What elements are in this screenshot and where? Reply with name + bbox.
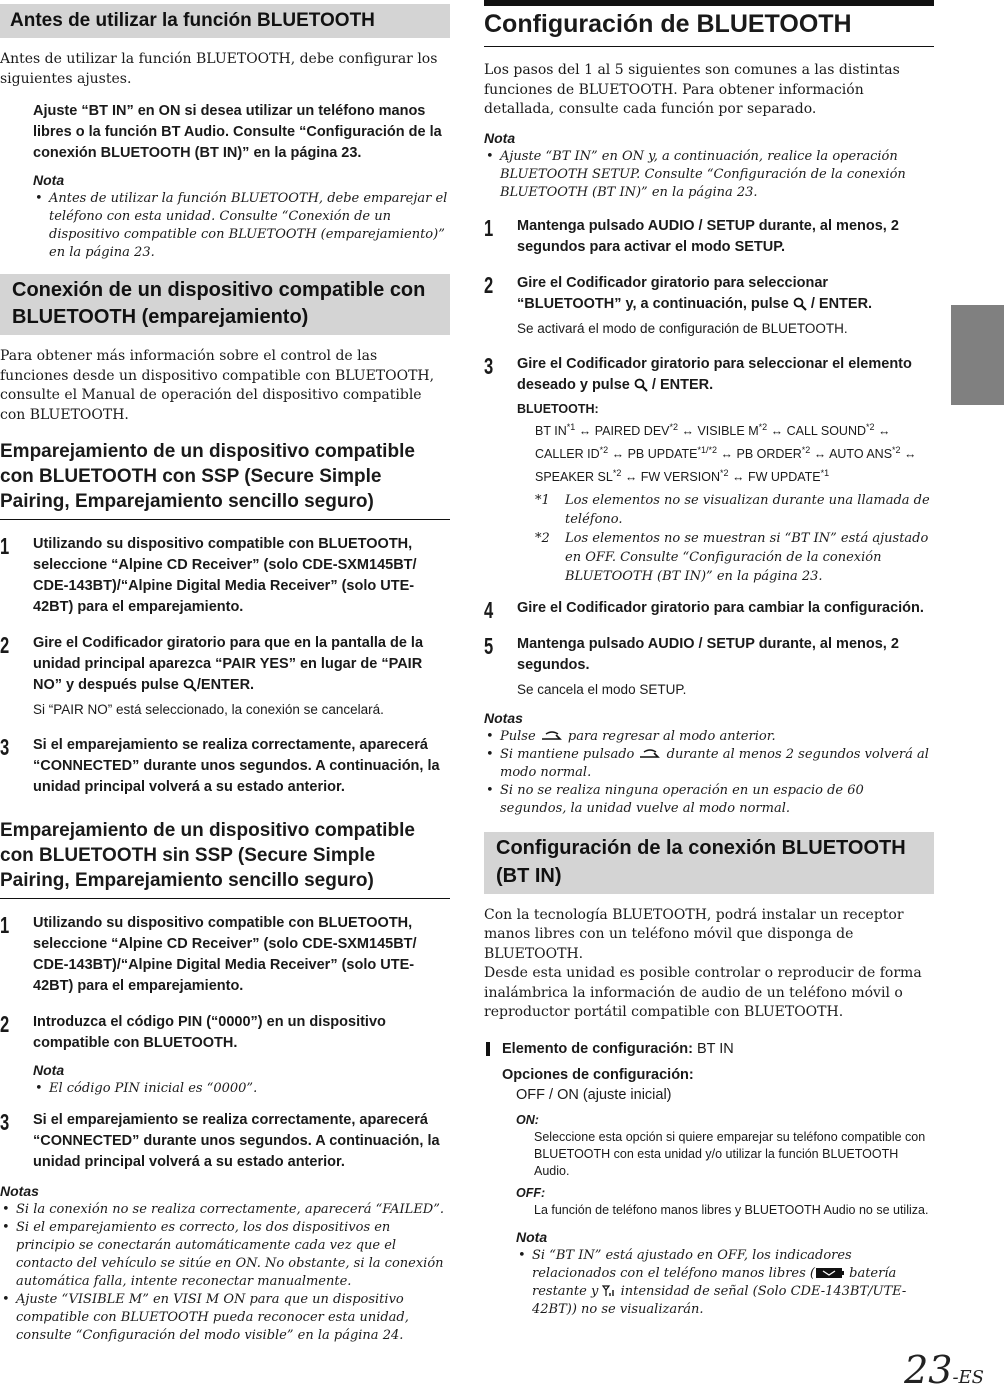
section-title-before-bluetooth: Antes de utilizar la función BLUETOOTH bbox=[0, 4, 450, 38]
note-item: • Ajuste “VISIBLE M” en VISI M ON para que un dispositivo compatible con BLUETOOTH pueda reconocer esta unidad, consulte “Configuración del modo visible” en la página 24. bbox=[0, 1291, 450, 1345]
step-number: 4 bbox=[484, 596, 494, 623]
bluetooth-menu-item: FW UPDATE$^{*1}$ bbox=[747, 467, 830, 484]
bt-in-instruction: Ajuste “BT IN” en ON si desea utilizar un teléfono manos libres o la función BT Audio. Consulte “Configuración de la conexión BLUETOOTH (BT IN)” en la página 23. bbox=[33, 103, 442, 161]
setting-item-row: Elemento de configuración: BT IN bbox=[484, 1039, 934, 1059]
bidirectional-arrow: ↔ bbox=[678, 423, 698, 438]
notes-label: Notas bbox=[484, 709, 523, 726]
bluetooth-menu-item: BT IN$^{*1}$ bbox=[535, 421, 576, 438]
pairing-intro: Para obtener más información sobre el control de las funciones desde un dispositivo compatible con BLUETOOTH, consulte el Manual de operación del dispositivo compatible con BLUETOOTH. bbox=[0, 348, 435, 423]
notes-label: Notas bbox=[0, 1183, 39, 1199]
setting-options-label: Opciones de configuración: bbox=[502, 1066, 694, 1083]
back-icon bbox=[638, 748, 662, 760]
nossp-step-3: 3 Si el emparejamiento se realiza correctamente, aparecerá “CONNECTED” durante unos segundos. A continuación, la unidad principal volverá a su estado anterior. bbox=[0, 1109, 440, 1170]
bidirectional-arrow: ↔ bbox=[575, 423, 595, 438]
step-number: 2 bbox=[0, 632, 10, 658]
setting-options-value: OFF / ON (ajuste inicial) bbox=[516, 1086, 672, 1103]
bluetooth-menu-item: CALL SOUND$^{*2}$ bbox=[786, 421, 875, 438]
ssp-step-2: 2 Gire el Codificador giratorio para que en la pantalla de la unidad principal aparezca “PAIR YES” en lugar de “PAIR NO” y después pulse /ENTER. Si “PAIR NO” está seleccionado, la conexión se cancelará. bbox=[0, 632, 424, 717]
bidirectional-arrow: ↔ bbox=[874, 423, 891, 438]
bidirectional-arrow: ↔ bbox=[810, 446, 830, 461]
step-number: 3 bbox=[0, 1109, 10, 1135]
step-number: 3 bbox=[0, 734, 10, 760]
option-on-label: ON: bbox=[516, 1112, 539, 1127]
step-number: 3 bbox=[484, 352, 494, 379]
search-icon bbox=[634, 378, 648, 392]
before-bluetooth-intro: Antes de utilizar la función BLUETOOTH, debe configurar los siguientes ajustes. bbox=[0, 51, 438, 87]
setup-step-2: 2 Gire el Codificador giratorio para seleccionar “BLUETOOTH” y, a continuación, pulse / ENTER. Se activará el modo de configuración de BLUETOOTH. bbox=[484, 271, 873, 336]
battery-icon bbox=[815, 1267, 845, 1279]
note-item: • Si la conexión no se realiza correctamente, aparecerá “FAILED”. bbox=[0, 1201, 450, 1219]
footnote-2: *2 Los elementos no se muestran si “BT IN” está ajustado en OFF. Consulte “Configuración de la conexión BLUETOOTH (BT IN)” en la página 23. bbox=[535, 530, 929, 584]
search-icon bbox=[793, 297, 807, 311]
step-number: 2 bbox=[0, 1011, 10, 1037]
page-title: Configuración de BLUETOOTH bbox=[484, 0, 934, 47]
right-column bbox=[484, 0, 934, 1319]
setup-step-4: 4 Gire el Codificador giratorio para cambiar la configuración. bbox=[484, 596, 924, 623]
bt-in-body-1: Con la tecnología BLUETOOTH, podrá instalar un receptor manos libres con un teléfono móvil que disponga de BLUETOOTH. bbox=[484, 906, 904, 962]
option-off-label: OFF: bbox=[516, 1185, 546, 1200]
step-number: 1 bbox=[484, 214, 494, 241]
bluetooth-menu-item: PB $UPDATE^{*1/*2}$ bbox=[627, 444, 718, 461]
section-tab bbox=[951, 305, 1004, 405]
section-title-pairing: Conexión de un dispositivo compatible con BLUETOOTH (emparejamiento) bbox=[0, 274, 450, 335]
setup-step-5: 5 Mantenga pulsado AUDIO / SETUP durante, al menos, 2 segundos. Se cancela el modo SETUP. bbox=[484, 632, 899, 697]
setup-step-3: 3 Gire el Codificador giratorio para seleccionar el elemento deseado y pulse / ENTER. BLUETOOTH: BT IN$^{*1}$ ↔ PAIRED DEV$^{*2}$ ↔ VISIBLE $M^{*2}$ ↔ CALL SOUND$^{*2}$ ↔ CALLER ID$^{*2}$ ↔ PB $UPDATE^{*1/*2}$ ↔ PB ORDER$^{*2}$ ↔ AUTO ANS$^{*2}$ ↔ SPEAKER SL$^{*2}$ ↔ FW VERSION$^{*2}$ ↔ FW UPDATE$^{*1}$ *1 Los elementos no se visualizan durante una llamada de teléfono. *2 Los elementos no se muestran si “BT IN” está ajustado en OFF. Consulte “Configuración de la conexión BLUETOOTH (BT IN)” en la página 23. bbox=[484, 354, 934, 586]
bidirectional-arrow: ↔ bbox=[900, 446, 917, 461]
setup-intro: Los pasos del 1 al 5 siguientes son comunes a las distintas funciones de BLUETOOTH. Para obtener información detallada, consulte cada función por separado. bbox=[484, 62, 900, 117]
note-item: • Antes de utilizar la función BLUETOOTH, debe emparejar el teléfono con esta unidad. Consulte “Conexión de un dispositivo compatible con BLUETOOTH (emparejamiento)” en la página 23. bbox=[33, 190, 450, 262]
bidirectional-arrow: ↔ bbox=[608, 446, 628, 461]
bluetooth-menu-item: SPEAKER SL$^{*2}$ bbox=[535, 467, 622, 484]
step-number: 2 bbox=[484, 271, 494, 298]
note-item: • El código PIN inicial es “0000”. bbox=[33, 1080, 450, 1098]
signal-icon bbox=[602, 1285, 616, 1297]
section-title-bt-in: Configuración de la conexión BLUETOOTH (BT IN) bbox=[484, 832, 934, 894]
bidirectional-arrow: ↔ bbox=[767, 423, 787, 438]
bluetooth-list-label: BLUETOOTH: bbox=[517, 401, 599, 416]
bidirectional-arrow: ↔ bbox=[717, 446, 737, 461]
setup-step-1: 1 Mantenga pulsado AUDIO / SETUP durante, al menos, 2 segundos para activar el modo SETUP. bbox=[484, 214, 899, 255]
note-item: • Ajuste “BT IN” en ON y, a continuación, realice la operación BLUETOOTH SETUP. Consulte “Configuración de la conexión BLUETOOTH (BT IN)” en la página 23. bbox=[484, 148, 934, 202]
nossp-step-1: 1 Utilizando su dispositivo compatible con BLUETOOTH, seleccione “Alpine CD Receiver” (solo CDE-SXM145BT/ CDE-143BT)/“Alpine Digital Media Receiver” (solo UTE-42BT) para el emparejamiento. bbox=[0, 912, 417, 994]
option-on-desc: Seleccione esta opción si quiere emparejar su teléfono compatible con BLUETOOTH con esta unidad y/o utilizar la función BLUETOOTH Audio. bbox=[534, 1129, 926, 1178]
search-icon bbox=[183, 678, 197, 692]
option-off-desc: La función de teléfono manos libres y BLUETOOTH Audio no se utiliza. bbox=[534, 1202, 929, 1217]
step-number: 1 bbox=[0, 912, 10, 938]
note-label: Nota bbox=[33, 172, 65, 188]
nossp-step-2: 2 Introduzca el código PIN (“0000”) en un dispositivo compatible con BLUETOOTH. Nota • El código PIN inicial es “0000”. bbox=[0, 1012, 450, 1098]
ssp-step-1: 1 Utilizando su dispositivo compatible con BLUETOOTH, seleccione “Alpine CD Receiver” (solo CDE-SXM145BT/ CDE-143BT)/“Alpine Digital Media Receiver” (solo UTE-42BT) para el emparejamiento. bbox=[0, 533, 417, 615]
note-item: • Si mantiene pulsado durante al menos 2 segundos volverá al modo normal. bbox=[484, 746, 934, 782]
note-label: Nota bbox=[516, 1228, 548, 1245]
left-column bbox=[0, 0, 450, 1345]
marker-bar bbox=[486, 1042, 490, 1056]
note-label: Nota bbox=[33, 1062, 65, 1078]
bluetooth-menu-item: CALLER ID$^{*2}$ bbox=[535, 444, 609, 461]
back-icon bbox=[540, 730, 564, 742]
bluetooth-menu-item: PAIRED DEV$^{*2}$ bbox=[594, 421, 679, 438]
bidirectional-arrow: ↔ bbox=[621, 469, 641, 484]
bluetooth-menu-item: VISIBLE $M^{*2}$ bbox=[697, 421, 768, 438]
bluetooth-menu-item: PB ORDER$^{*2}$ bbox=[736, 444, 811, 461]
footnote-1: *1 Los elementos no se visualizan durante una llamada de teléfono. bbox=[535, 492, 930, 527]
note-label: Nota bbox=[484, 129, 516, 146]
bluetooth-menu-list bbox=[535, 418, 934, 487]
note-item: • Si “BT IN” está ajustado en OFF, los indicadores relacionados con el teléfono manos libres ( batería restante y intensidad de señal (Solo CDE-143BT/UTE-42BT)) no se visualizarán. bbox=[516, 1247, 934, 1319]
bluetooth-menu-item: AUTO ANS$^{*2}$ bbox=[829, 444, 901, 461]
ssp-step-3: 3 Si el emparejamiento se realiza correctamente, aparecerá “CONNECTED” durante unos segundos. A continuación, la unidad principal volverá a su estado anterior. bbox=[0, 734, 440, 795]
bt-in-body-2: Desde esta unidad es posible controlar o reproducir de forma inalámbrica la información de audio de un teléfono móvil o reproductor portátil compatible con BLUETOOTH. bbox=[484, 965, 922, 1021]
bidirectional-arrow: ↔ bbox=[728, 469, 748, 484]
heading-non-ssp-pairing: Emparejamiento de un dispositivo compatible con BLUETOOTH sin SSP (Secure Simple Pairing, Emparejamiento sencillo seguro) bbox=[0, 818, 450, 899]
page-number: 23-ES bbox=[904, 1348, 984, 1392]
note-item: • Si el emparejamiento es correcto, los dos dispositivos en principio se conectarán automáticamente cada vez que el contacto del vehículo se sitúe en ON. No obstante, si la conexión automática falla, intente reconectar manualmente. bbox=[0, 1219, 450, 1291]
note-item: • Si no se realiza ninguna operación en un espacio de 60 segundos, la unidad vuelve al modo normal. bbox=[484, 782, 934, 818]
bluetooth-menu-item: FW VERSION$^{*2}$ bbox=[640, 467, 729, 484]
heading-ssp-pairing: Emparejamiento de un dispositivo compatible con BLUETOOTH con SSP (Secure Simple Pairing, Emparejamiento sencillo seguro) bbox=[0, 439, 450, 520]
note-item: • Pulse para regresar al modo anterior. bbox=[484, 728, 934, 746]
step-number: 1 bbox=[0, 533, 10, 559]
step-number: 5 bbox=[484, 632, 494, 659]
